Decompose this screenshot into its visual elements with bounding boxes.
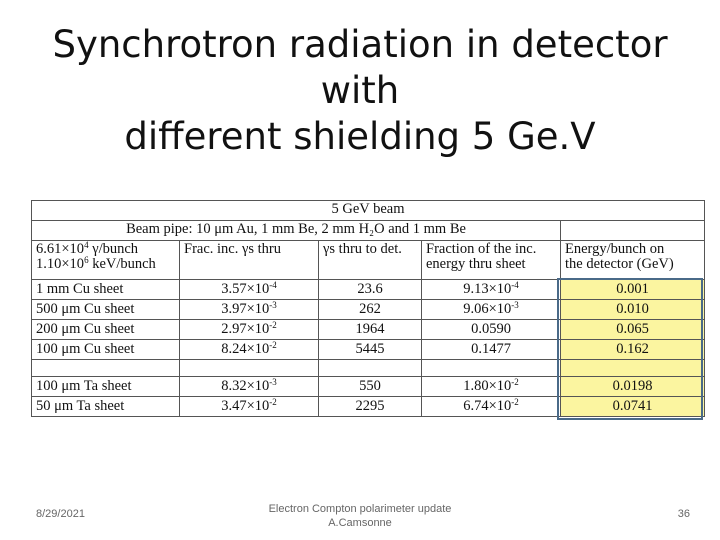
frac-inc-cell: $8.24\times 10^{-2}$: [180, 340, 319, 360]
table-row: [32, 300, 705, 320]
footer-date: 8/29/2021: [36, 508, 85, 520]
energy-cell: 0.162: [561, 340, 705, 360]
gammas-cell: 5445: [319, 340, 422, 360]
shield-cell: 100 μm Ta sheet: [32, 377, 180, 397]
energy-cell: 0.0741: [561, 397, 705, 417]
slide-title: [20, 22, 700, 160]
beam-pipe-label: Beam pipe: 10 μm Au, 1 mm Be, 2 mm H₂O and 1 mm Be: [32, 221, 561, 241]
table-row: [32, 340, 705, 360]
footer-author: A.Camsonne: [328, 517, 392, 529]
header-frac-energy: Fraction of the inc. energy thru sheet: [422, 241, 561, 280]
gammas-cell: 2295: [319, 397, 422, 417]
energy-cell: 0.0198: [561, 377, 705, 397]
header-gammas-thru: γs thru to det.: [319, 241, 422, 280]
frac-energy-cell: $6.74\times 10^{-2}$: [422, 397, 561, 417]
gammas-cell: 550: [319, 377, 422, 397]
shield-cell: 100 μm Cu sheet: [32, 340, 180, 360]
gammas-cell: 1964: [319, 320, 422, 340]
footer-center: [240, 502, 480, 530]
table-spacer-row: [32, 360, 705, 377]
frac-inc-cell: $2.97\times 10^{-2}$: [180, 320, 319, 340]
frac-inc-cell: $3.57\times 10^{-4}$: [180, 280, 319, 300]
shield-cell: 200 μm Cu sheet: [32, 320, 180, 340]
header-frac-inc: Frac. inc. γs thru: [180, 241, 319, 280]
table-row: [32, 377, 705, 397]
frac-energy-cell: 0.1477: [422, 340, 561, 360]
frac-energy-cell: $1.80\times 10^{-2}$: [422, 377, 561, 397]
slide-title-line-2: different shielding 5 Ge.V: [124, 115, 596, 158]
header-energy-bunch: Energy/bunch on the detector (GeV): [561, 241, 705, 280]
energy-cell: 0.065: [561, 320, 705, 340]
shielding-table: [31, 200, 705, 417]
energy-cell: 0.001: [561, 280, 705, 300]
gammas-cell: 262: [319, 300, 422, 320]
table-header-row: [32, 241, 705, 280]
shielding-table-image: [31, 200, 704, 422]
table-title: 5 GeV beam: [32, 201, 705, 221]
gammas-cell: 23.6: [319, 280, 422, 300]
shield-cell: 1 mm Cu sheet: [32, 280, 180, 300]
frac-energy-cell: $9.13\times 10^{-4}$: [422, 280, 561, 300]
table-row: [32, 280, 705, 300]
frac-inc-cell: $8.32\times 10^{-3}$: [180, 377, 319, 397]
energy-cell: 0.010: [561, 300, 705, 320]
footer-title: Electron Compton polarimeter update: [268, 503, 452, 515]
slide-title-line-1: Synchrotron radiation in detector with: [52, 23, 668, 112]
header-bunch-stats: $6.61\times 10^4$ γ/bunch $1.10\times 10^6$ keV/bunch: [32, 241, 180, 280]
frac-energy-cell: $9.06\times 10^{-3}$: [422, 300, 561, 320]
shield-cell: 50 μm Ta sheet: [32, 397, 180, 417]
frac-energy-cell: 0.0590: [422, 320, 561, 340]
frac-inc-cell: $3.47\times 10^{-2}$: [180, 397, 319, 417]
table-row: [32, 320, 705, 340]
table-row: [32, 397, 705, 417]
shield-cell: 500 μm Cu sheet: [32, 300, 180, 320]
frac-inc-cell: $3.97\times 10^{-3}$: [180, 300, 319, 320]
slide-number: 36: [677, 508, 690, 520]
